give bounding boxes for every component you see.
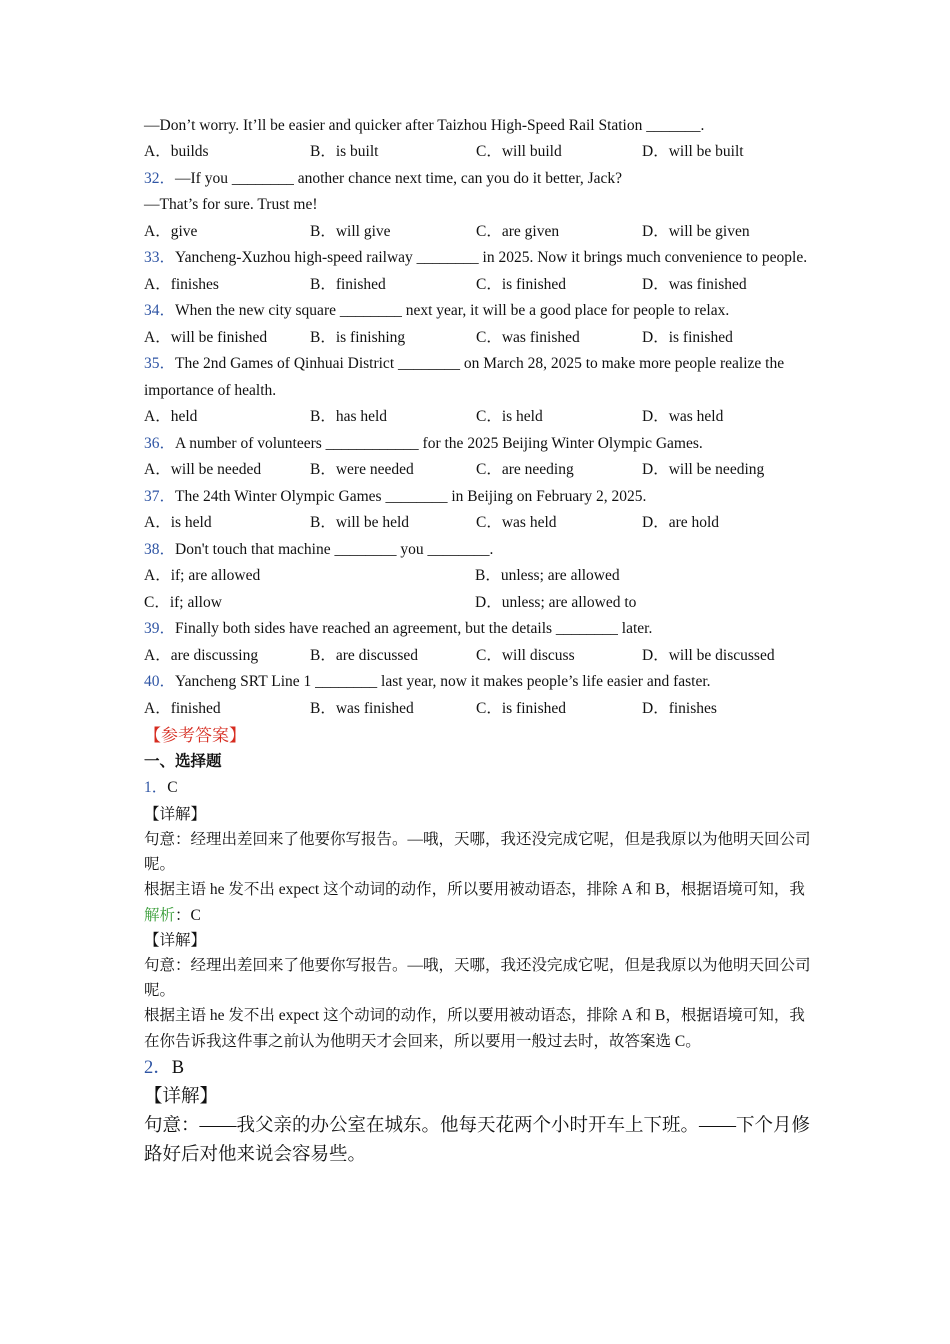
q40-option-b: B．was finished [310, 699, 414, 717]
q32-option-b: B．will give [310, 222, 391, 240]
q39-option-d: D．will be discussed [642, 646, 775, 664]
q40-options [144, 696, 814, 723]
q39-options [144, 643, 814, 670]
q39-stem: 39．Finally both sides have reached an agreement, but the details ________ later. [144, 620, 653, 638]
q32-stem: 32．—If you ________ another chance next time, can you do it better, Jack? [144, 170, 623, 187]
answer-2: 2．B [144, 1057, 185, 1078]
q32-options [144, 219, 814, 246]
q37-option-b: B．will be held [310, 514, 410, 532]
answer-1-reason: 根据主语 he 发不出 expect 这个动词的动作，所以要用被动语态，排除 A 和 B，根据语境可知，我在你告诉我这件事之前认为他明天才会回来，所以要用一般过去时，故答案选 C。 [144, 1007, 805, 1050]
answer-2-meaning: 句意：——我父亲的办公室在城东。他每天花两个小时开车上下班。——下个月修路好后对他来说会容易些。 [144, 1115, 811, 1165]
q35-options [144, 404, 814, 431]
q36-number: 36． [144, 434, 176, 452]
q36-option-d: D．will be needing [642, 461, 765, 479]
q40-number: 40． [144, 673, 176, 691]
q33-option-c: C．is finished [476, 275, 566, 293]
section-heading: 一、选择题 [144, 753, 222, 771]
q37-options [144, 510, 814, 537]
answers-title: 【参考答案】 [144, 726, 246, 746]
q34-option-c: C．was finished [476, 328, 580, 346]
q35-number: 35． [144, 355, 176, 373]
q31-option-c: C．will build [476, 143, 562, 161]
q34-option-a: A．will be finished [144, 328, 268, 346]
q36-option-c: C．are needing [476, 461, 574, 479]
q35-option-a: A．held [144, 408, 198, 426]
q34-option-b: B．is finishing [310, 328, 406, 346]
q37-option-c: C．was held [476, 514, 557, 532]
answer-2-detail-label: 【详解】 [144, 1086, 219, 1107]
q37-stem: 37．The 24th Winter Olympic Games ________ in Beijing on February 2, 2025. [144, 487, 647, 505]
answer-2-number: 2． [144, 1057, 172, 1078]
q33-option-b: B．finished [310, 275, 386, 293]
q36-options [144, 457, 814, 484]
q35-stem: 35．The 2nd Games of Qinhuai District ________ on March 28, 2025 to make more people realize the importance of health. [144, 355, 785, 399]
q32-option-c: C．are given [476, 222, 560, 240]
q37-option-d: D．are hold [642, 514, 720, 532]
q36-stem: 36．A number of volunteers ____________ for the 2025 Beijing Winter Olympic Games. [144, 434, 703, 452]
q33-options [144, 272, 814, 299]
parse-label: 解析 [144, 906, 176, 924]
answer-1-parse: 解析：C [144, 906, 201, 924]
answer-1-detail-label-2: 【详解】 [144, 931, 207, 949]
q31-option-a: A．builds [144, 143, 209, 161]
q38-option-b: B．unless; are allowed [475, 567, 620, 585]
q38-options-row1 [144, 563, 814, 590]
answer-1-number: 1． [144, 779, 168, 797]
q34-number: 34． [144, 302, 176, 320]
q35-option-c: C．is held [476, 408, 543, 426]
document-content [144, 113, 814, 1170]
q40-option-a: A．finished [144, 699, 221, 717]
q34-stem: 34．When the new city square ________ next year, it will be a good place for people to relax. [144, 302, 730, 320]
q35-option-d: D．was held [642, 408, 724, 426]
q34-options [144, 325, 814, 352]
q34-option-d: D．is finished [642, 328, 733, 346]
q32-stem-cont: —That’s for sure. Trust me! [144, 196, 318, 214]
q38-stem: 38．Don't touch that machine ________ you ________. [144, 540, 494, 558]
q39-option-c: C．will discuss [476, 646, 575, 664]
answer-1-meaning: 句意：经理出差回来了他要你写报告。—哦，天哪，我还没完成它呢，但是我原以为他明天回公司呢。 [144, 831, 811, 874]
q31-option-d: D．will be built [642, 143, 744, 161]
q39-option-b: B．are discussed [310, 646, 419, 664]
q32-option-a: A．give [144, 222, 198, 240]
q32-number: 32． [144, 170, 176, 187]
q36-option-b: B．were needed [310, 461, 414, 479]
q40-stem: 40．Yancheng SRT Line 1 ________ last year, now it makes people’s life easier and faster. [144, 673, 711, 691]
answer-1-meaning-2: 句意：经理出差回来了他要你写报告。—哦，天哪，我还没完成它呢，但是我原以为他明天回公司呢。 [144, 957, 811, 1000]
q36-option-a: A．will be needed [144, 461, 262, 479]
q38-option-c: C．if; allow [144, 593, 222, 611]
q31-option-b: B．is built [310, 143, 379, 161]
q38-option-d: D．unless; are allowed to [475, 593, 637, 611]
q38-number: 38． [144, 540, 176, 558]
answer-1-reason-short: 根据主语 he 发不出 expect 这个动词的动作，所以要用被动语态，排除 A 和 B，根据语境可知，我 [144, 881, 805, 899]
q37-number: 37． [144, 487, 176, 505]
answer-1: 1．C [144, 779, 178, 797]
q38-options-row2 [144, 590, 814, 617]
q33-stem: 33．Yancheng-Xuzhou high-speed railway ________ in 2025. Now it brings much convenience to people. [144, 249, 808, 267]
answer-1-detail-label: 【详解】 [144, 805, 207, 823]
q40-option-c: C．is finished [476, 699, 566, 717]
q39-option-a: A．are discussing [144, 646, 259, 664]
q33-option-a: A．finishes [144, 275, 219, 293]
q31-options [144, 139, 814, 166]
q37-option-a: A．is held [144, 514, 212, 532]
q40-option-d: D．finishes [642, 699, 717, 717]
q33-option-d: D．was finished [642, 275, 747, 293]
q38-option-a: A．if; are allowed [144, 567, 261, 585]
q39-number: 39． [144, 620, 176, 638]
q33-number: 33． [144, 249, 176, 267]
q31-stem-cont: —Don’t worry. It’ll be easier and quicker after Taizhou High-Speed Rail Station _______. [144, 117, 705, 134]
q32-option-d: D．will be given [642, 222, 750, 240]
q35-option-b: B．has held [310, 408, 388, 426]
